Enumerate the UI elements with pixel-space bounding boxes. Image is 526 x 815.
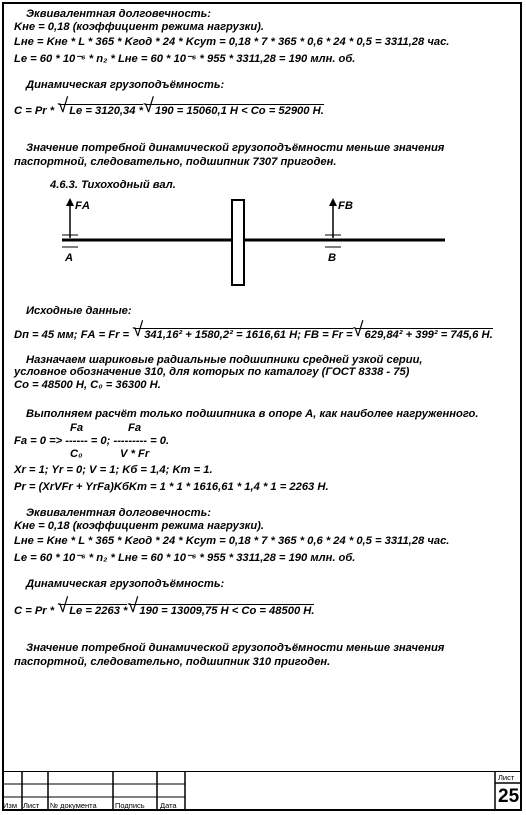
stamp-doc: № документа [50, 801, 97, 810]
heading-equivalent-life: Эквивалентная долговечность: [26, 8, 211, 20]
formula-le: Lе = 60 * 10⁻⁶ * n₂ * Lнe = 60 * 10⁻⁶ * 955 * 3311,28 = 190 млн. об. [14, 53, 356, 65]
root-arg: Lе = 3120,34 * [69, 105, 143, 117]
conclusion-line-2: паспортной, следовательно, подшипник 7307 пригоден. [14, 156, 337, 168]
force-a-head [66, 198, 74, 206]
conclusion2-line-2: паспортной, следовательно, подшипник 310 пригоден. [14, 656, 331, 668]
force-b-head [329, 198, 337, 206]
formula-c-prefix: C = Pr * [14, 105, 58, 117]
heading-dynamic-capacity: Динамическая грузоподъёмность: [26, 79, 225, 91]
formula-lne: Lнe = Kнe * L * 365 * Kгод * 24 * Kсут = 0,18 * 7 * 365 * 0,6 * 24 * 0,5 = 3311,28 час. [14, 36, 450, 48]
fa-numerator-2: Fa [128, 422, 142, 434]
ratio-line: Fa = 0 => ------ = 0; --------- = 0. [14, 435, 170, 447]
formula-le-2: Lе = 60 * 10⁻⁶ * n₂ * Lнe = 60 * 10⁻⁶ * 955 * 3311,28 = 190 млн. об. [14, 552, 356, 564]
formula-c [14, 104, 324, 118]
conclusion2-line-1: Значение потребной динамической грузоподъёмности меньше значения [26, 642, 445, 654]
vfr-denominator: V * Fr [120, 448, 150, 460]
root-sign-2 [145, 104, 324, 118]
root-sign-6 [129, 604, 314, 618]
stamp-sheet-label: Лист [498, 773, 515, 782]
coefficients-line: Xr = 1; Yr = 0; V = 1; Kб = 1,4; Kт = 1. [14, 464, 213, 476]
heading-dynamic-capacity-2: Динамическая грузоподъёмность: [26, 578, 225, 590]
stamp-sheet-number: 25 [498, 786, 520, 807]
text-kne: Kнe = 0,18 (коэффициент режима нагрузки). [14, 21, 265, 33]
root-sign-4 [355, 328, 493, 342]
formula-c-2 [14, 604, 314, 618]
formula-forces [14, 328, 493, 342]
stamp-sign: Подпись [115, 801, 145, 810]
stamp-date: Дата [160, 801, 177, 810]
pr-formula: Pr = (XrVFr + YrFa)KбKт = 1 * 1 * 1616,61 * 1,4 * 1 = 2263 Н. [14, 481, 329, 493]
page-frame [2, 2, 522, 811]
label-b: В [328, 252, 337, 264]
stamp-izm: Изм [3, 801, 17, 810]
formula-c2-prefix: C = Pr * [14, 605, 58, 617]
formula-c2-result: 190 = 13009,75 Н < Cо = 48500 Н. [139, 605, 315, 617]
heading-equivalent-life-2: Эквивалентная долговечность: [26, 507, 211, 519]
gear-hub [232, 200, 244, 285]
forces-root-2: 629,84² + 399² = 745,6 Н. [364, 329, 493, 341]
label-fa: FА [75, 200, 90, 212]
heading-input-data: Исходные данные: [26, 305, 132, 317]
fa-numerator-1: Fa [70, 422, 84, 434]
label-fb: FВ [338, 200, 353, 212]
forces-root-1: 341,16² + 1580,2² = 1616,61 Н; FВ = Fr = [144, 329, 353, 341]
label-a: А [65, 252, 74, 264]
c0-denominator: C₀ [70, 448, 83, 460]
bearing-choice-2: условное обозначение 310, для которых по каталогу (ГОСТ 8338 - 75) [14, 366, 410, 378]
section-title: 4.6.3. Тихоходный вал. [50, 179, 176, 191]
bearing-choice-1: Назначаем шариковые радиальные подшипники средней узкой серии, [26, 354, 423, 366]
root-sign-3 [134, 328, 352, 342]
calc-intro: Выполняем расчёт только подшипника в опоре А, как наиболее нагруженного. [26, 408, 479, 420]
formula-lne-2: Lнe = Kнe * L * 365 * Kгод * 24 * Kсут = 0,18 * 7 * 365 * 0,6 * 24 * 0,5 = 3311,28 час. [14, 535, 450, 547]
stamp-list: Лист [23, 801, 40, 810]
root-sign-5 [59, 604, 127, 618]
conclusion-line-1: Значение потребной динамической грузоподъёмности меньше значения [26, 142, 445, 154]
formula-c-result: 190 = 15060,1 Н < Cо = 52900 Н. [154, 105, 324, 117]
root-arg-2: Lе = 2263 * [69, 605, 128, 617]
bearing-choice-3: Cо = 48500 Н, C₀ = 36300 Н. [14, 379, 161, 391]
text-kne-2: Kнe = 0,18 (коэффициент режима нагрузки). [14, 520, 265, 532]
forces-prefix: Dп = 45 мм; FА = Fr = [14, 329, 133, 341]
root-sign [59, 104, 143, 118]
